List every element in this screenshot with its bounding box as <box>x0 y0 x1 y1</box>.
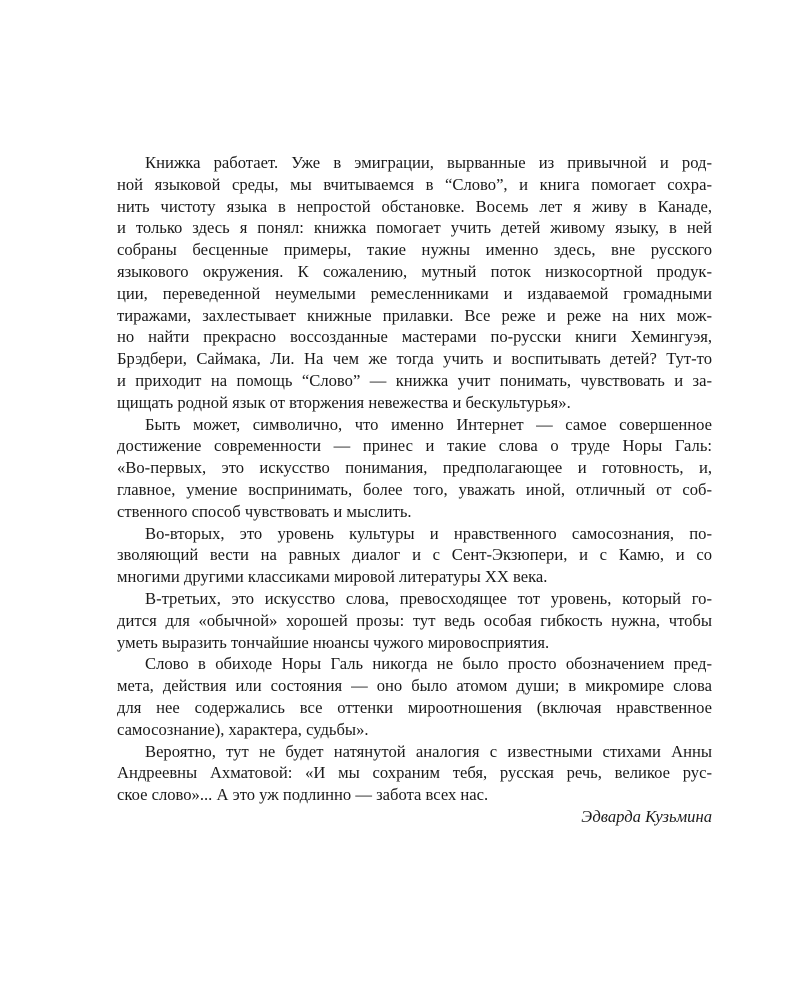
text-line: ции, переведенной неумелыми ремесленниками и издаваемой громадными <box>117 283 712 303</box>
text-line: языкового окружения. К сожалению, мутный поток низкосортной продук- <box>117 261 712 281</box>
text-line: ной языковой среды, мы вчитываемся в “Слово”, и книга помогает сохра- <box>117 174 712 194</box>
text-line: многими другими классиками мировой литературы XX века. <box>117 567 548 587</box>
text-line: для нее содержались все оттенки мироотношения (включая нравственное <box>117 697 712 717</box>
text-line: «Во-первых, это искусство понимания, предполагающее и готовность, и, <box>117 458 712 478</box>
text-line: уметь выразить тончайшие нюансы чужого мировосприятия. <box>117 632 550 652</box>
text-line: Андреевны Ахматовой: «И мы сохраним тебя, русская речь, великое рус- <box>117 763 712 783</box>
text-line: но найти прекрасно воссозданные мастерами по-русски книги Хемингуэя, <box>117 327 712 347</box>
text-line: ственного способ чувствовать и мыслить. <box>117 501 412 521</box>
text-line: самосознание), характера, судьбы». <box>117 719 369 739</box>
paragraph-6 <box>117 741 712 806</box>
text-line: собраны бесценные примеры, такие нужны именно здесь, вне русского <box>117 240 712 260</box>
text-line: Вероятно, тут не будет натянутой аналогия с известными стихами Анны <box>145 741 712 761</box>
text-line: дится для «обычной» хорошей прозы: тут ведь особая гибкость нужна, чтобы <box>117 610 712 630</box>
text-line: Слово в обиходе Норы Галь никогда не было просто обозначением пред- <box>145 654 712 674</box>
text-line: и приходит на помощь “Слово” — книжка учит понимать, чувствовать и за- <box>117 370 712 390</box>
body-text <box>117 152 712 828</box>
paragraph-4 <box>117 588 712 653</box>
text-line: мета, действия или состояния — оно было атомом души; в микромире слова <box>117 676 712 696</box>
text-line: нить чистоту языка в непростой обстановке. Восемь лет я живу в Канаде, <box>117 196 712 216</box>
text-line: В-третьих, это искусство слова, превосходящее тот уровень, который го- <box>145 588 712 608</box>
text-line: ское слово»... А это уж подлинно — забота всех нас. <box>117 785 489 805</box>
text-line: Во-вторых, это уровень культуры и нравственного самосознания, по- <box>145 523 712 543</box>
text-line: и только здесь я понял: книжка помогает учить детей живому языку, в ней <box>117 218 712 238</box>
text-line: зволяющий вести на равных диалог и с Сент-Экзюпери, и с Камю, и со <box>117 545 712 565</box>
text-line: Книжка работает. Уже в эмиграции, вырванные из привычной и род- <box>145 153 712 172</box>
text-line: тиражами, захлестывает книжные прилавки. Все реже и реже на них мож- <box>117 305 712 325</box>
paragraph-1 <box>117 152 712 414</box>
text-line: Брэдбери, Саймака, Ли. На чем же тогда учить и воспитывать детей? Тут-то <box>117 349 712 369</box>
text-line: щищать родной язык от вторжения невежества и бескультурья». <box>117 392 571 412</box>
text-line: Быть может, символично, что именно Интернет — самое совершенное <box>145 414 712 434</box>
paragraph-3 <box>117 523 712 588</box>
paragraph-2 <box>117 414 712 523</box>
author-signature: Эдварда Кузьмина <box>581 806 712 826</box>
text-line: достижение современности — принес и такие слова о труде Норы Галь: <box>117 436 712 456</box>
paragraph-5 <box>117 653 712 740</box>
text-line: главное, умение воспринимать, более того, уважать иной, отличный от соб- <box>117 479 712 499</box>
